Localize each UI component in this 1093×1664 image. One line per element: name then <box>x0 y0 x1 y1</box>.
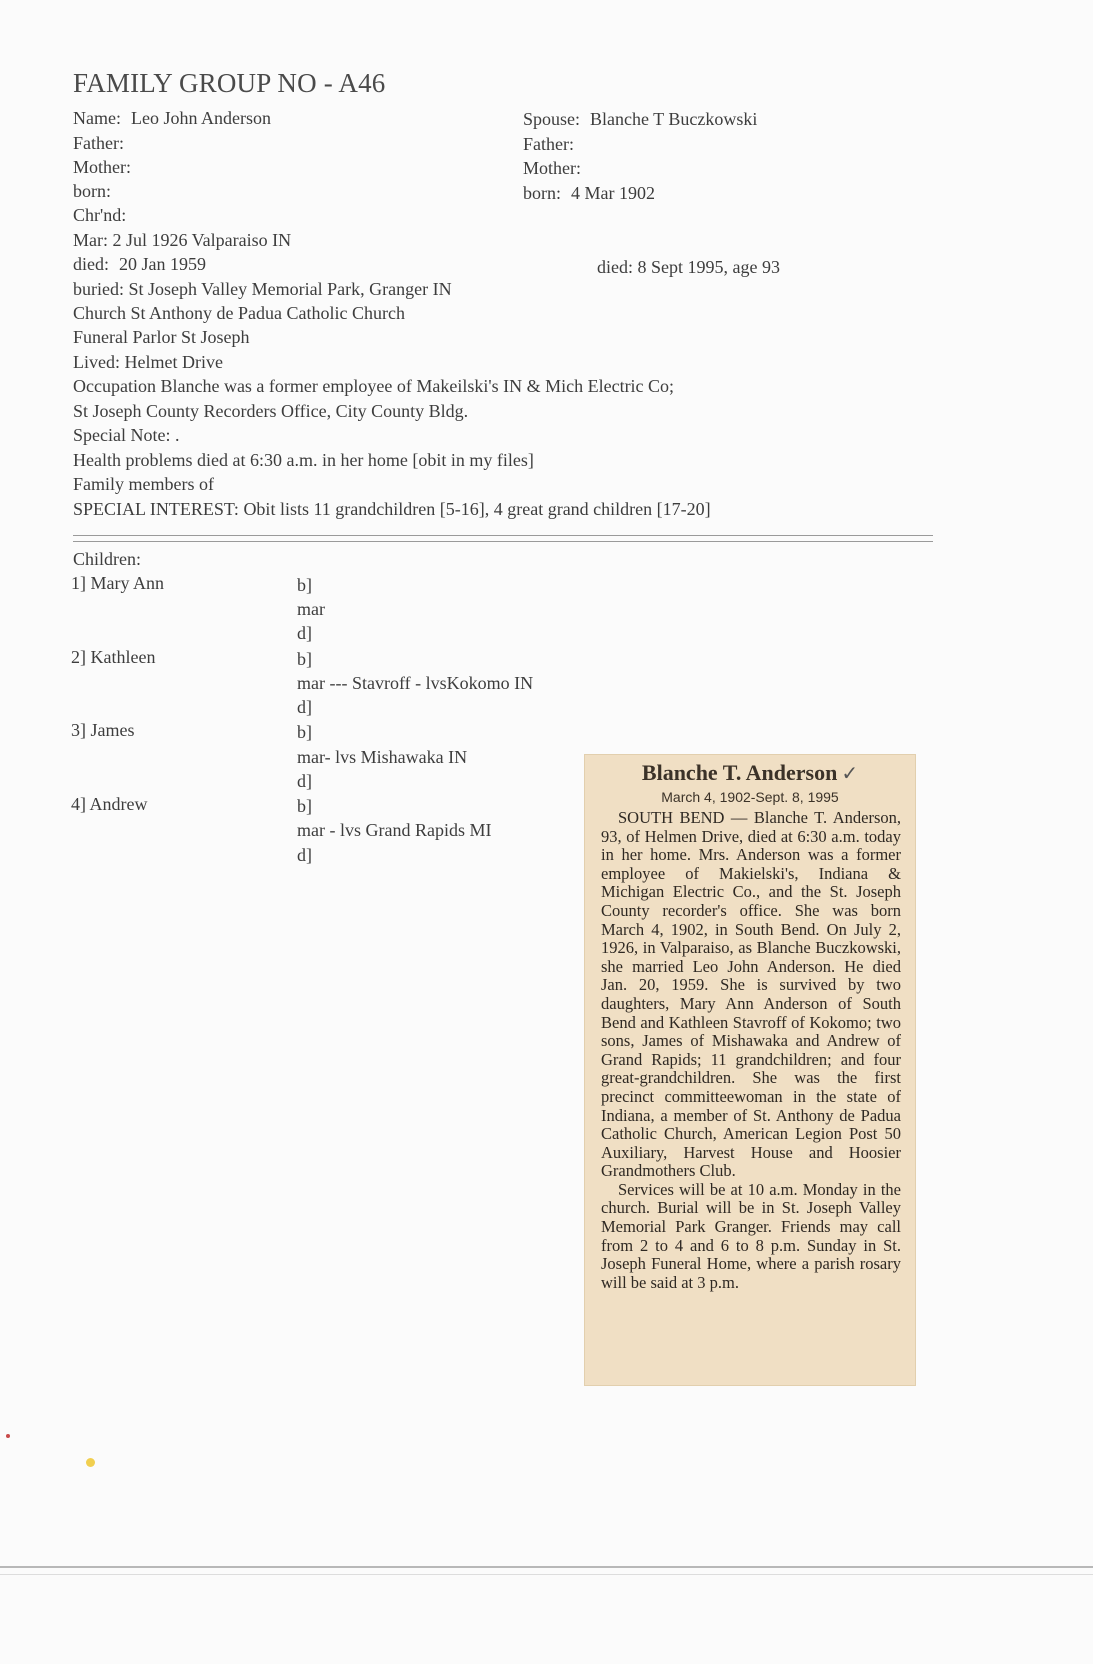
obituary-paragraph: SOUTH BEND — Blanche T. Anderson, 93, of Helmen Drive, died at 6:30 a.m. today in her home. Mrs. Anderson was a former employee of Makielski's, Indiana & Michigan Electric Co., and the St. Joseph County recorder's office. She was born March 4, 1902, in South Bend. On July 2, 1926, in Valparaiso, as Blanche Buczkowski, she married Leo John Anderson. He died Jan. 20, 1959. She is survived by two daughters, Mary Ann Anderson of South Bend and Kathleen Stavroff of Kokomo; two sons, James of Mishawaka and Andrew of Grand Rapids; 11 grandchildren; and four great-grandchildren. She was the first precinct committeewoman in the state of Indiana, a member of St. Anthony de Padua Catholic Church, American Legion Post 50 Auxiliary, Harvest House and Hoosier Grandmothers Club. <box>601 808 901 1181</box>
occupation-line: Occupation Blanche was a former employee of Makeilski's IN & Mich Electric Co; <box>73 376 675 396</box>
child-name: 3] James <box>71 720 135 740</box>
obituary-body <box>601 809 901 1292</box>
spouse-name: Blanche T Buczkowski <box>590 109 758 129</box>
funeral-parlor-line: Funeral Parlor St Joseph <box>73 327 250 347</box>
child-born: b] <box>297 796 312 816</box>
child-died: d] <box>297 771 312 791</box>
husband-father-label: Father: <box>73 133 124 153</box>
spouse-born-row <box>523 182 655 204</box>
obituary-heading-text: Blanche T. Anderson <box>641 760 838 785</box>
spouse-born: 4 Mar 1902 <box>571 183 655 203</box>
husband-name-row <box>73 107 271 129</box>
child-died: d] <box>297 623 312 643</box>
obituary-clipping <box>584 754 916 1386</box>
spouse-born-label: born: <box>523 183 561 203</box>
husband-mother-label: Mother: <box>73 157 131 177</box>
child-born: b] <box>297 649 312 669</box>
scan-edge-line <box>0 1566 1093 1568</box>
child-born: b] <box>297 722 312 742</box>
child-married: mar - lvs Grand Rapids MI <box>297 820 492 840</box>
husband-died-row <box>73 253 206 275</box>
spouse-father-label: Father: <box>523 134 574 154</box>
spouse-died: died: 8 Sept 1995, age 93 <box>597 257 780 277</box>
obituary-heading <box>584 760 916 786</box>
child-died: d] <box>297 845 312 865</box>
obituary-dates: March 4, 1902-Sept. 8, 1995 <box>661 789 839 805</box>
husband-died: 20 Jan 1959 <box>119 254 206 274</box>
child-name: 4] Andrew <box>71 794 148 814</box>
lived-line: Lived: Helmet Drive <box>73 352 223 372</box>
died-label: died: <box>73 254 109 274</box>
highlighter-speck <box>86 1458 95 1467</box>
double-divider <box>73 535 933 542</box>
buried-line: buried: St Joseph Valley Memorial Park, Granger IN <box>73 279 452 299</box>
child-married: mar --- Stavroff - lvsKokomo IN <box>297 673 534 693</box>
child-married: mar <box>297 599 325 619</box>
child-name: 2] Kathleen <box>71 647 156 667</box>
spouse-mother-label: Mother: <box>523 158 581 178</box>
child-married: mar- lvs Mishawaka IN <box>297 747 468 767</box>
child-died: d] <box>297 697 312 717</box>
name-label: Name: <box>73 108 121 128</box>
obituary-paragraph: Services will be at 10 a.m. Monday in the church. Burial will be in St. Joseph Valley Memorial Park Granger. Friends may call from 2 to 4 and 6 to 8 p.m. Sunday in St. Joseph Funeral Home, where a parish rosary will be said at 3 p.m. <box>601 1179 901 1292</box>
occupation-line-2: St Joseph County Recorders Office, City County Bldg. <box>73 401 469 421</box>
scan-edge-line <box>0 1574 1093 1575</box>
spouse-name-row <box>523 108 757 130</box>
family-members-line: Family members of <box>73 474 214 494</box>
children-label: Children: <box>73 549 141 569</box>
child-name: 1] Mary Ann <box>71 573 164 593</box>
church-line: Church St Anthony de Padua Catholic Church <box>73 303 405 323</box>
child-born: b] <box>297 575 312 595</box>
husband-born-label: born: <box>73 181 111 201</box>
spouse-label: Spouse: <box>523 109 581 129</box>
health-line: Health problems died at 6:30 a.m. in her home [obit in my files] <box>73 450 534 470</box>
special-interest-line: SPECIAL INTEREST: Obit lists 11 grandchildren [5-16], 4 great grand children [17-20] <box>73 499 711 519</box>
ink-speck <box>6 1434 10 1438</box>
special-note-line: Special Note: . <box>73 425 180 445</box>
page-title: FAMILY GROUP NO - A46 <box>73 68 386 98</box>
husband-christened-label: Chr'nd: <box>73 205 127 225</box>
marriage-line: Mar: 2 Jul 1926 Valparaiso IN <box>73 230 292 250</box>
checkmark-icon: ✓ <box>841 763 859 785</box>
husband-name: Leo John Anderson <box>130 108 271 128</box>
